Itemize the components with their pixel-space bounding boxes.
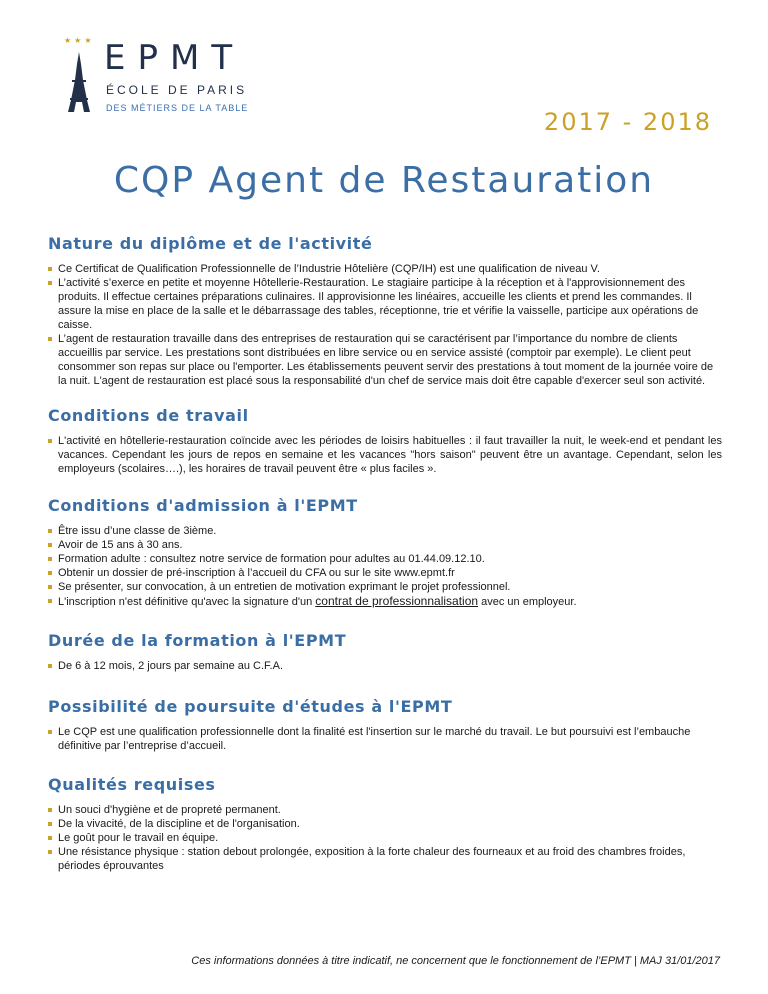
bullet-list (48, 659, 722, 673)
list-item: Ce Certificat de Qualification Professionnelle de l’Industrie Hôtelière (CQP/IH) est une qualification de niveau V. (48, 262, 722, 276)
document-body (48, 234, 722, 873)
stars-icon: ★★★ (64, 36, 95, 45)
section-title: Conditions de travail (48, 406, 249, 425)
list-item: L’activité s’exerce en petite et moyenne Hôtellerie-Restauration. Le stagiaire participe à la réception et à l'approvisionnement des produits. Il effectue certaines préparations culinaires. Il approvisionne les linéaires, accueille les clients et prend les commandes. Il assure la mise en place de la salle et le débarrassage des tables, réceptionne, trie et vérifie la vaisselle, participe aux opérations de caisse. (48, 276, 722, 332)
list-item-text: avec un employeur. (478, 596, 577, 608)
section-title: Nature du diplôme et de l'activité (48, 234, 373, 253)
list-item: Formation adulte : consultez notre service de formation pour adultes au 01.44.09.12.10. (48, 552, 722, 566)
school-year: 2017 - 2018 (543, 108, 712, 136)
section-conditions-travail (48, 406, 722, 476)
section-title: Conditions d'admission à l'EPMT (48, 496, 358, 515)
logo-school-name: ÉCOLE DE PARIS (106, 83, 248, 97)
page-title: CQP Agent de Restauration (113, 160, 655, 201)
list-item: Être issu d’une classe de 3ième. (48, 524, 722, 538)
epmt-logo (56, 36, 256, 122)
section-title: Durée de la formation à l'EPMT (48, 631, 347, 650)
footer-note: Ces informations données à titre indicatif, ne concernent que le fonctionnement de l’EPMT | MAJ 31/01/2017 (191, 955, 720, 967)
section-poursuite-etudes (48, 697, 722, 753)
section-qualites (48, 775, 722, 873)
bullet-list (48, 434, 722, 476)
list-item: De 6 à 12 mois, 2 jours par semaine au C.F.A. (48, 659, 722, 673)
list-item: Le goût pour le travail en équipe. (48, 831, 722, 845)
list-item: Obtenir un dossier de pré-inscription à l’accueil du CFA ou sur le site www.epmt.fr (48, 566, 722, 580)
list-item: Un souci d'hygiène et de propreté permanent. (48, 803, 722, 817)
section-title: Qualités requises (48, 775, 216, 794)
list-item: L’agent de restauration travaille dans des entreprises de restauration qui se caractérisent par l’importance du nombre de clients accueillis par service. Les prestations sont distribuées en libre service ou en service assisté (comptoir par exemple). Le client peut consommer son repas sur place ou l'emporter. Les établissements peuvent servir des prestations à tout moment de la journée voire de la nuit. L'agent de restauration est placé sous la responsabilité d'un chef de service mais doit être capable d'exercer seul son activité. (48, 332, 722, 388)
bullet-list (48, 803, 722, 873)
section-title: Possibilité de poursuite d'études à l'EPMT (48, 697, 453, 716)
section-duree (48, 631, 722, 673)
logo-tagline: DES MÉTIERS DE LA TABLE (106, 103, 249, 113)
list-item: L'activité en hôtellerie-restauration coïncide avec les périodes de loisirs habituelles : il faut travailler la nuit, le week-end et pendant les vacances. Cependant les jours de repos en semaine et les vacances "hors saison" peuvent être un avantage. Cependant, selon les employeurs (scolaires….), les horaires de travail peuvent être « plus faciles ». (48, 434, 722, 476)
bullet-list (48, 524, 722, 609)
list-item (48, 594, 722, 609)
list-item: Le CQP est une qualification professionnelle dont la finalité est l'insertion sur le marché du travail. Le but poursuivi est l’embauche définitive par l’entreprise d’accueil. (48, 725, 722, 753)
section-admission (48, 496, 722, 609)
eiffel-tower-icon (66, 50, 92, 116)
list-item: De la vivacité, de la discipline et de l'organisation. (48, 817, 722, 831)
contrat-professionnalisation-link[interactable]: contrat de professionnalisation (315, 594, 479, 608)
list-item: Avoir de 15 ans à 30 ans. (48, 538, 722, 552)
section-nature (48, 234, 722, 388)
list-item: Se présenter, sur convocation, à un entretien de motivation exprimant le projet professionnel. (48, 580, 722, 594)
bullet-list (48, 725, 722, 753)
bullet-list (48, 262, 722, 388)
list-item: Une résistance physique : station debout prolongée, exposition à la forte chaleur des fourneaux et au froid des chambres froides, périodes éprouvantes (48, 845, 722, 873)
logo-wordmark: EPMT (104, 38, 245, 78)
list-item-text: L'inscription n'est définitive qu'avec la signature d'un (58, 596, 316, 608)
